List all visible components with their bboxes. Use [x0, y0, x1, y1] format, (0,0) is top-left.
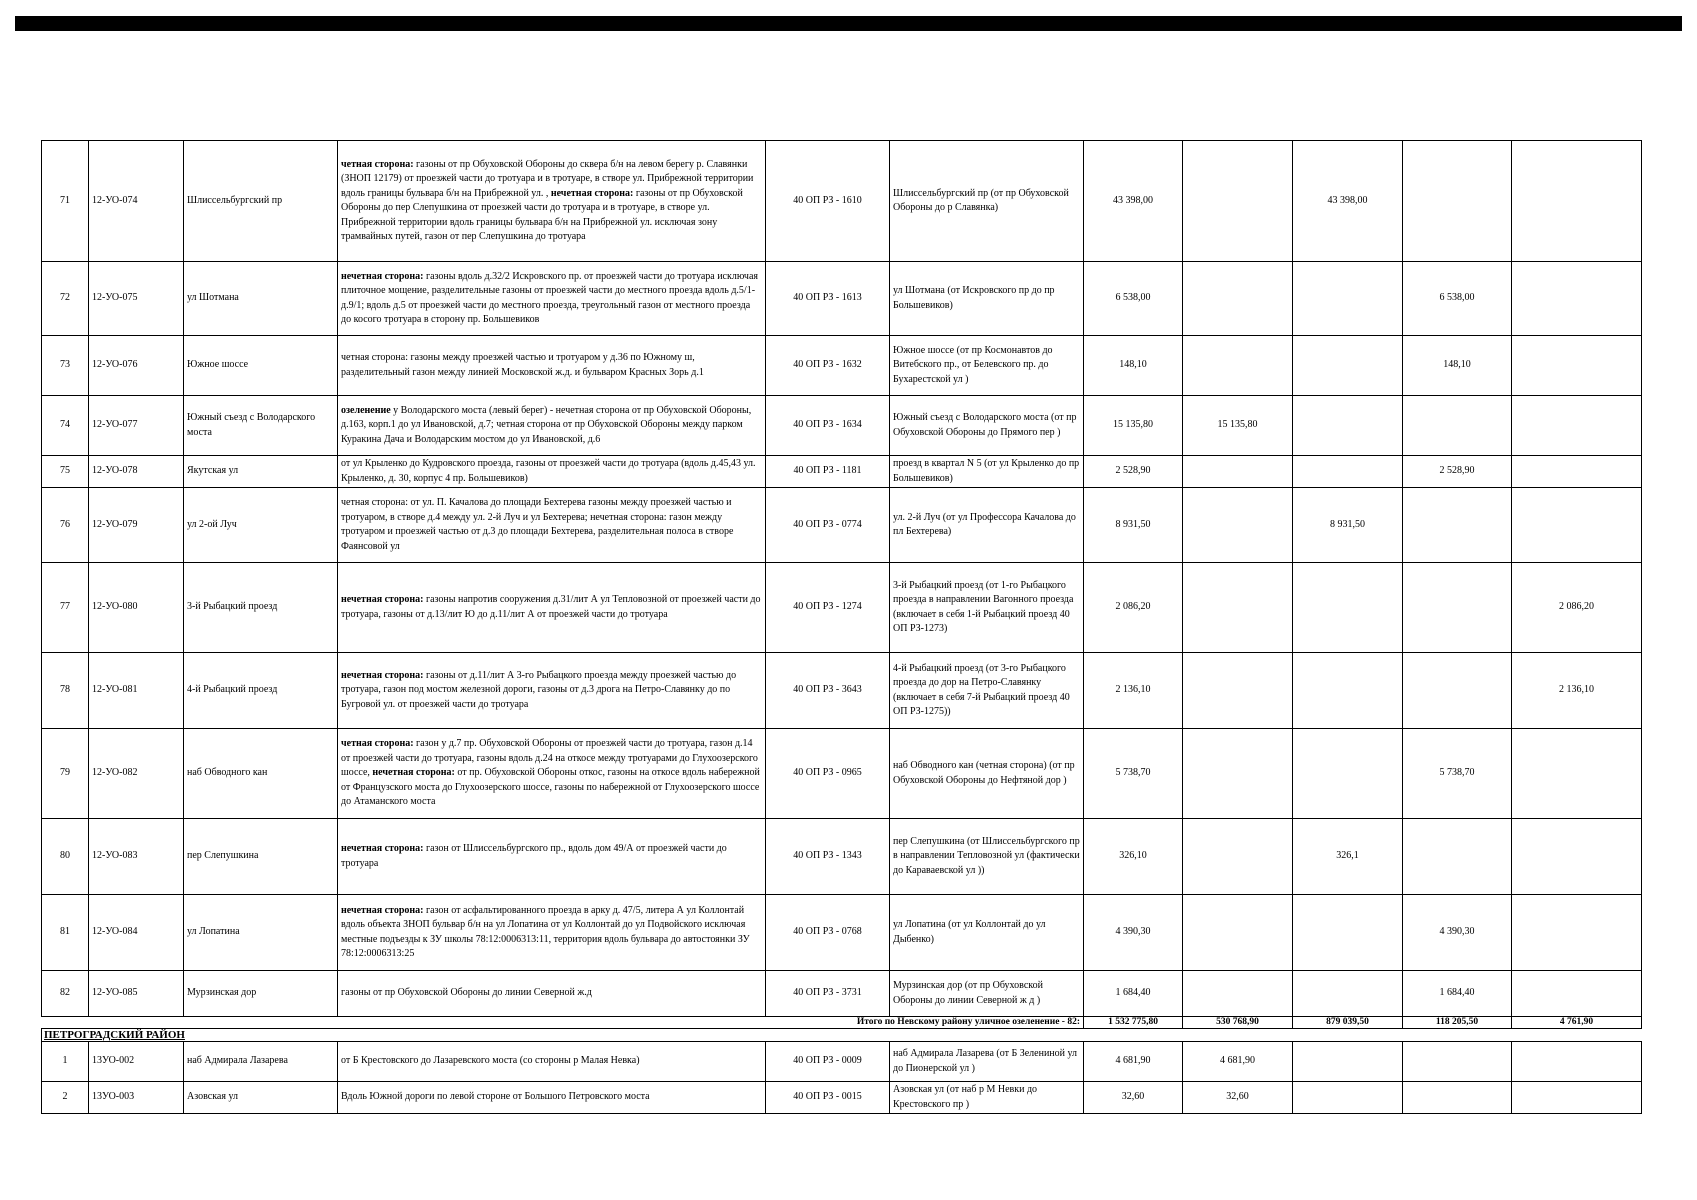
- area-col-2: [1293, 1042, 1403, 1082]
- description-text-2: газоны от пр Обуховской Обороны до пер Слепушкина от проезжей части до тротуара и в тротуаре, в створе ул. Прибрежной территории вдоль границы бульвара б/н на Прибрежной ул. исключая зону трамвайных путей, газон от пер Слепушкина до тротуара: [341, 187, 743, 242]
- object-name: пер Слепушкина: [184, 819, 338, 895]
- registry-number: 40 ОП РЗ - 0965: [766, 729, 890, 819]
- table-row: [42, 336, 1642, 396]
- road-name: Южное шоссе (от пр Космонавтов до Витебского пр., от Белевского пр. до Бухарестской ул ): [890, 336, 1084, 396]
- description-bold: четная сторона:: [341, 738, 414, 750]
- total-label: Итого по Невскому району уличное озеленение - 82:: [42, 1017, 1084, 1029]
- object-description: Вдоль Южной дороги по левой стороне от Большого Петровского моста: [338, 1082, 766, 1114]
- object-name: наб Адмирала Лазарева: [184, 1042, 338, 1082]
- road-name: ул Шотмана (от Искровского пр до пр Большевиков): [890, 262, 1084, 336]
- area-col-1: [1183, 895, 1293, 971]
- description-bold: нечетная сторона:: [341, 270, 424, 282]
- area-col-3: 6 538,00: [1403, 262, 1512, 336]
- area-col-4: [1512, 1042, 1642, 1082]
- object-description: газоны от пр Обуховской Обороны до линии Северной ж.д: [338, 971, 766, 1017]
- total-col-4: 4 761,90: [1512, 1017, 1642, 1029]
- table-row: [42, 653, 1642, 729]
- row-number: 74: [42, 396, 89, 456]
- registry-number: 40 ОП РЗ - 0009: [766, 1042, 890, 1082]
- road-name: 3-й Рыбацкий проезд (от 1-го Рыбацкого проезда в направлении Вагонного проезда (включает в себя 1-й Рыбацкий проезд 40 ОП РЗ-1273): [890, 563, 1084, 653]
- table-row: [42, 1042, 1642, 1082]
- object-description: четная сторона: от ул. П. Качалова до площади Бехтерева газоны между проезжей частью и тротуаром, в створе д.4 между ул. 2-й Луч и ул Бехтерева; нечетная сторона: газон между тротуаром и проезжей частью от д.3 до площади Бехтерева, разделительная полоса в створе Фаянсовой ул: [338, 488, 766, 563]
- area-col-1: [1183, 729, 1293, 819]
- table-row: [42, 1082, 1642, 1114]
- object-description: четная сторона: газоны между проезжей частью и тротуаром у д.36 по Южному ш, разделительный газон между линией Московской ж.д. и бульваром Красных Зорь д.1: [338, 336, 766, 396]
- area-col-4: 2 086,20: [1512, 563, 1642, 653]
- area-col-3: [1403, 1042, 1512, 1082]
- road-name: Азовская ул (от наб р М Невки до Крестовского пр ): [890, 1082, 1084, 1114]
- object-name: наб Обводного кан: [184, 729, 338, 819]
- object-description: [338, 141, 766, 262]
- registry-number: 40 ОП РЗ - 1613: [766, 262, 890, 336]
- area-col-1: [1183, 262, 1293, 336]
- object-description: [338, 563, 766, 653]
- total-col-1: 530 768,90: [1183, 1017, 1293, 1029]
- area-col-2: 43 398,00: [1293, 141, 1403, 262]
- row-number: 76: [42, 488, 89, 563]
- area-col-4: [1512, 1082, 1642, 1114]
- area-col-1: 32,60: [1183, 1082, 1293, 1114]
- area-col-2: [1293, 262, 1403, 336]
- road-name: Мурзинская дор (от пр Обуховской Обороны до линии Северной ж д ): [890, 971, 1084, 1017]
- object-name: ул 2-ой Луч: [184, 488, 338, 563]
- registry-number: 40 ОП РЗ - 1610: [766, 141, 890, 262]
- description-text: газоны от д.11/лит А 3-го Рыбацкого проезда между проезжей частью до тротуара, газон под мостом железной дороги, газоны от д.3 дрога на Петро-Славянку до по Бугровой ул. от проезжей части до тротуара: [341, 669, 737, 710]
- area-col-3: [1403, 396, 1512, 456]
- area-col-1: [1183, 563, 1293, 653]
- area-col-1: [1183, 653, 1293, 729]
- row-number: 80: [42, 819, 89, 895]
- area-total: 1 684,40: [1084, 971, 1183, 1017]
- area-col-3: 1 684,40: [1403, 971, 1512, 1017]
- road-name: Шлиссельбургский пр (от пр Обуховской Обороны до р Славянка): [890, 141, 1084, 262]
- area-col-1: 4 681,90: [1183, 1042, 1293, 1082]
- registry-number: 40 ОП РЗ - 0768: [766, 895, 890, 971]
- area-col-3: [1403, 819, 1512, 895]
- area-col-4: [1512, 729, 1642, 819]
- area-col-2: [1293, 1082, 1403, 1114]
- area-col-2: [1293, 653, 1403, 729]
- area-col-4: [1512, 488, 1642, 563]
- area-total: 15 135,80: [1084, 396, 1183, 456]
- object-description: от ул Крыленко до Кудровского проезда, газоны от проезжей части до тротуара (вдоль д.45,43 ул. Крыленко, д. 30, корпус 4 пр. Большевиков): [338, 456, 766, 488]
- road-name: ул. 2-й Луч (от ул Профессора Качалова до пл Бехтерева): [890, 488, 1084, 563]
- object-code: 12-УО-083: [89, 819, 184, 895]
- object-description: [338, 653, 766, 729]
- registry-number: 40 ОП РЗ - 1343: [766, 819, 890, 895]
- area-total: 2 136,10: [1084, 653, 1183, 729]
- object-description: от Б Крестовского до Лазаревского моста (со стороны р Малая Невка): [338, 1042, 766, 1082]
- area-total: 2 086,20: [1084, 563, 1183, 653]
- row-number: 79: [42, 729, 89, 819]
- table-row: [42, 563, 1642, 653]
- area-col-1: [1183, 819, 1293, 895]
- object-name: ул Шотмана: [184, 262, 338, 336]
- registry-number: 40 ОП РЗ - 1274: [766, 563, 890, 653]
- area-total: 4 681,90: [1084, 1042, 1183, 1082]
- area-col-2: [1293, 336, 1403, 396]
- description-text: у Володарского моста (левый берег) - нечетная сторона от пр Обуховской Обороны, д.163, корп.1 до ул Ивановской, д.7; четная сторона от пр Обуховской Обороны между парком Куракина Дача и Володарским мостом до ул Ивановской, д.6: [341, 404, 752, 445]
- table-row: [42, 396, 1642, 456]
- area-col-4: [1512, 971, 1642, 1017]
- object-name: Мурзинская дор: [184, 971, 338, 1017]
- area-col-2: [1293, 396, 1403, 456]
- object-name: 3-й Рыбацкий проезд: [184, 563, 338, 653]
- area-col-4: [1512, 895, 1642, 971]
- object-code: 12-УО-084: [89, 895, 184, 971]
- table-row: [42, 729, 1642, 819]
- area-total: 8 931,50: [1084, 488, 1183, 563]
- object-description: [338, 396, 766, 456]
- table-row: [42, 819, 1642, 895]
- area-col-3: [1403, 563, 1512, 653]
- row-number: 75: [42, 456, 89, 488]
- road-name: пер Слепушкина (от Шлиссельбургского пр в направлении Тепловозной ул (фактически до Караваевской ул )): [890, 819, 1084, 895]
- object-name: Азовская ул: [184, 1082, 338, 1114]
- row-number: 81: [42, 895, 89, 971]
- description-text: газон у д.7 пр. Обуховской Обороны от проезжей части до тротуара, газон д.14 от проезжей части до тротуара, газоны вдоль д.24 на откосе между тротуарами до Глухоозерского шоссе,: [341, 738, 758, 779]
- area-col-4: [1512, 141, 1642, 262]
- area-col-2: [1293, 971, 1403, 1017]
- district-title: ПЕТРОГРАДСКИЙ РАЙОН: [42, 1029, 1642, 1042]
- registry-number: 40 ОП РЗ - 3731: [766, 971, 890, 1017]
- description-text: газон от Шлиссельбургского пр., вдоль дом 49/А от проезжей части до тротуара: [341, 843, 727, 869]
- object-name: Якутская ул: [184, 456, 338, 488]
- road-name: наб Обводного кан (четная сторона) (от пр Обуховской Обороны до Нефтяной дор ): [890, 729, 1084, 819]
- registry-number: 40 ОП РЗ - 1634: [766, 396, 890, 456]
- description-text: газон от асфальтированного проезда в арку д. 47/5, литера А ул Коллонтай вдоль объекта ЗНОП бульвар б/н на ул Лопатина от ул Коллонтай до ул Подвойского исключая местные подъезды к ЗУ школы 78:12:0006313:11, территория вдоль бульвара до автостоянки ЗУ 78:12:0006313:25: [341, 904, 750, 959]
- area-col-1: [1183, 141, 1293, 262]
- object-code: 12-УО-082: [89, 729, 184, 819]
- object-code: 12-УО-077: [89, 396, 184, 456]
- area-total: 148,10: [1084, 336, 1183, 396]
- description-bold-2: нечетная сторона:: [372, 767, 455, 779]
- area-col-3: 4 390,30: [1403, 895, 1512, 971]
- table-row: [42, 141, 1642, 262]
- description-text: газоны напротив сооружения д.31/лит А ул Тепловозной от проезжей части до тротуара, газоны от д.13/лит Ю до д.11/лит А от проезжей части до тротуара: [341, 594, 761, 620]
- description-text: газоны вдоль д.32/2 Искровского пр. от проезжей части до тротуара исключая плиточное мощение, разделительные газоны от проезжей части до местного проезда вдоль д.5/1-д.9/1; вдоль д.5 от проезжей части до местного проезда, треугольный газон от местного проезда до косого тротуара в сторону пр. Большевиков: [341, 270, 758, 325]
- row-number: 72: [42, 262, 89, 336]
- area-col-2: [1293, 729, 1403, 819]
- area-total: 43 398,00: [1084, 141, 1183, 262]
- object-description: [338, 729, 766, 819]
- area-col-1: [1183, 456, 1293, 488]
- object-name: ул Лопатина: [184, 895, 338, 971]
- area-col-1: [1183, 336, 1293, 396]
- district-total-row: [42, 1017, 1642, 1029]
- table-row: [42, 262, 1642, 336]
- description-bold-2: нечетная сторона:: [550, 187, 634, 199]
- area-col-2: [1293, 895, 1403, 971]
- greening-table: [41, 140, 1642, 1114]
- total-col-2: 879 039,50: [1293, 1017, 1403, 1029]
- description-bold: нечетная сторона:: [341, 594, 424, 605]
- area-col-3: [1403, 488, 1512, 563]
- table-row: [42, 971, 1642, 1017]
- area-col-1: [1183, 971, 1293, 1017]
- row-number: 1: [42, 1042, 89, 1082]
- registry-number: 40 ОП РЗ - 1181: [766, 456, 890, 488]
- object-description: [338, 262, 766, 336]
- row-number: 71: [42, 141, 89, 262]
- description-bold: нечетная сторона:: [341, 669, 424, 681]
- road-name: ул Лопатина (от ул Коллонтай до ул Дыбенко): [890, 895, 1084, 971]
- registry-number: 40 ОП РЗ - 0015: [766, 1082, 890, 1114]
- table-row: [42, 488, 1642, 563]
- area-total: 4 390,30: [1084, 895, 1183, 971]
- description-bold: четная сторона:: [341, 158, 414, 170]
- area-col-2: 8 931,50: [1293, 488, 1403, 563]
- table-body: [42, 141, 1642, 1114]
- area-total: 2 528,90: [1084, 456, 1183, 488]
- registry-number: 40 ОП РЗ - 0774: [766, 488, 890, 563]
- object-name: Южный съезд с Володарского моста: [184, 396, 338, 456]
- description-text: газоны от пр Обуховской Обороны до сквера б/н на левом берегу р. Славянки (ЗНОП 12179) от проезжей части до тротуара и в тротуаре, в створе ул. Прибрежной территории вдоль границы бульвара б/н на Прибрежной ул. ,: [341, 158, 754, 199]
- area-col-3: [1403, 141, 1512, 262]
- area-col-1: [1183, 488, 1293, 563]
- row-number: 77: [42, 563, 89, 653]
- object-description: [338, 895, 766, 971]
- area-col-1: 15 135,80: [1183, 396, 1293, 456]
- area-col-4: [1512, 262, 1642, 336]
- row-number: 2: [42, 1082, 89, 1114]
- total-col-3: 118 205,50: [1403, 1017, 1512, 1029]
- district-header-row: [42, 1029, 1642, 1042]
- object-code: 12-УО-074: [89, 141, 184, 262]
- object-code: 12-УО-078: [89, 456, 184, 488]
- area-total: 5 738,70: [1084, 729, 1183, 819]
- registry-number: 40 ОП РЗ - 3643: [766, 653, 890, 729]
- object-code: 12-УО-076: [89, 336, 184, 396]
- total-area: 1 532 775,80: [1084, 1017, 1183, 1029]
- top-black-bar: [15, 16, 1682, 31]
- description-text-2: от пр. Обуховской Обороны откос, газоны на откосе вдоль набережной от Французского моста до Глухоозерского шоссе, газоны по набережной от Глухоозерского шоссе до Атаманского моста: [341, 767, 760, 808]
- area-col-4: [1512, 456, 1642, 488]
- area-col-2: [1293, 456, 1403, 488]
- row-number: 82: [42, 971, 89, 1017]
- row-number: 73: [42, 336, 89, 396]
- registry-number: 40 ОП РЗ - 1632: [766, 336, 890, 396]
- road-name: наб Адмирала Лазарева (от Б Зелениной ул до Пионерской ул ): [890, 1042, 1084, 1082]
- object-code: 13УО-002: [89, 1042, 184, 1082]
- road-name: проезд в квартал N 5 (от ул Крыленко до пр Большевиков): [890, 456, 1084, 488]
- object-name: 4-й Рыбацкий проезд: [184, 653, 338, 729]
- object-code: 12-УО-081: [89, 653, 184, 729]
- road-name: 4-й Рыбацкий проезд (от 3-го Рыбацкого проезда до дор на Петро-Славянку (включает в себя 7-й Рыбацкий проезд 40 ОП РЗ-1275)): [890, 653, 1084, 729]
- area-total: 6 538,00: [1084, 262, 1183, 336]
- object-name: Шлиссельбургский пр: [184, 141, 338, 262]
- area-col-4: [1512, 336, 1642, 396]
- object-code: 13УО-003: [89, 1082, 184, 1114]
- description-bold: нечетная сторона:: [341, 904, 424, 916]
- object-code: 12-УО-085: [89, 971, 184, 1017]
- description-bold: озеленение: [341, 404, 391, 416]
- area-col-3: [1403, 653, 1512, 729]
- area-col-2: [1293, 563, 1403, 653]
- area-total: 32,60: [1084, 1082, 1183, 1114]
- object-code: 12-УО-079: [89, 488, 184, 563]
- object-code: 12-УО-080: [89, 563, 184, 653]
- description-bold: нечетная сторона:: [341, 843, 424, 854]
- area-col-2: 326,1: [1293, 819, 1403, 895]
- table-row: [42, 895, 1642, 971]
- road-name: Южный съезд с Володарского моста (от пр Обуховской Обороны до Прямого пер ): [890, 396, 1084, 456]
- area-col-4: 2 136,10: [1512, 653, 1642, 729]
- row-number: 78: [42, 653, 89, 729]
- area-col-4: [1512, 819, 1642, 895]
- area-col-3: [1403, 1082, 1512, 1114]
- area-col-4: [1512, 396, 1642, 456]
- table-row: [42, 456, 1642, 488]
- object-name: Южное шоссе: [184, 336, 338, 396]
- area-col-3: 2 528,90: [1403, 456, 1512, 488]
- object-code: 12-УО-075: [89, 262, 184, 336]
- area-col-3: 5 738,70: [1403, 729, 1512, 819]
- object-description: [338, 819, 766, 895]
- area-col-3: 148,10: [1403, 336, 1512, 396]
- area-total: 326,10: [1084, 819, 1183, 895]
